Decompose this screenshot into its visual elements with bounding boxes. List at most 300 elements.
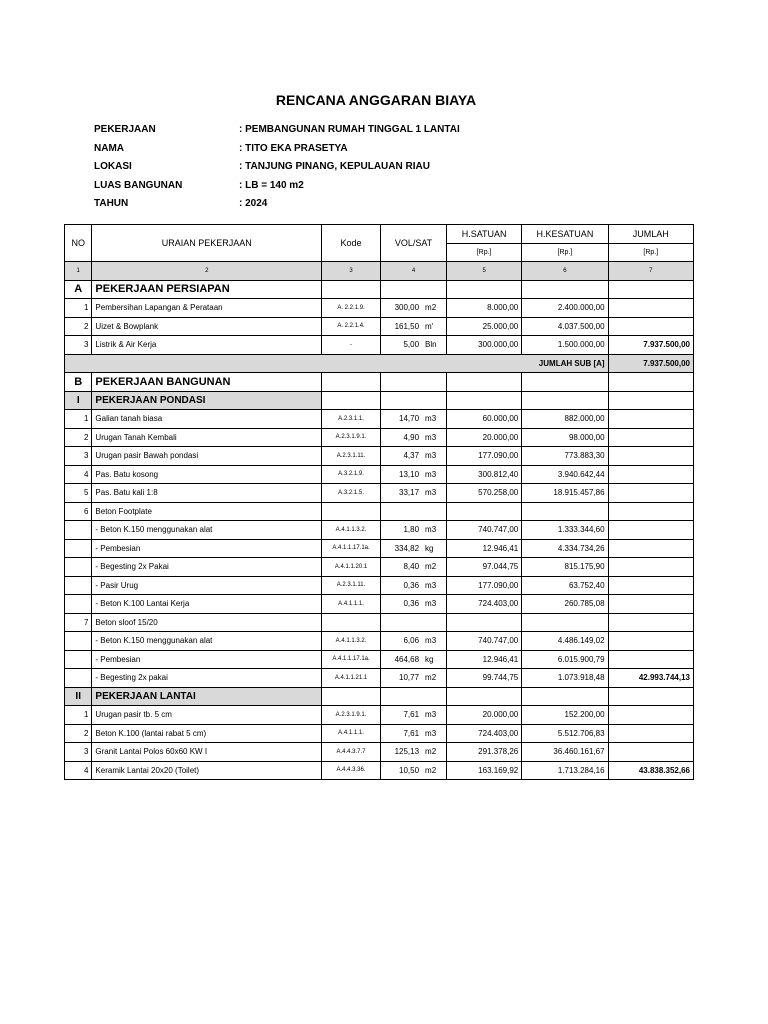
item-description: Urugan Tanah Kembali [92,428,322,447]
volume-value: 10,50 [399,765,420,775]
volume-unit: m2 [425,747,437,757]
col-number: 2 [92,262,322,281]
item-no: 2 [65,317,92,336]
table-row [65,484,694,503]
info-value: : TANJUNG PINANG, KEPULAUAN RIAU [239,161,430,172]
item-code: A.4.1.1.1. [322,595,381,614]
info-label: LUAS BANGUNAN [94,179,183,191]
volume-wrap [384,655,443,664]
item-code: A.4.1.1.3.2. [322,632,381,651]
table-row [65,465,694,484]
table-row [65,761,694,780]
item-no: 1 [65,299,92,318]
item-no: 1 [65,410,92,429]
item-description: Beton Footplate [92,502,322,521]
volume-value: 1,80 [403,525,420,535]
volume-wrap [384,581,443,590]
volume-unit: kg [425,543,434,553]
volume-value: 125,13 [394,747,420,757]
info-label: NAMA [94,142,124,154]
empty-cell [608,280,693,299]
document-title: RENCANA ANGGARAN BIAYA [275,92,477,108]
item-unit-price: 177.090,00 [447,447,522,466]
item-no: 4 [65,465,92,484]
item-sum [608,632,693,651]
item-volume [380,613,446,632]
item-total-price: 5.512.706,83 [522,724,608,743]
volume-unit: m' [425,321,434,331]
section-label: PEKERJAAN BANGUNAN [92,373,322,392]
volume-unit: Bln [425,340,437,350]
volume-value: 464,68 [394,654,420,664]
col-number: 3 [322,262,381,281]
item-unit-price: 740.747,00 [447,632,522,651]
volume-unit: m3 [425,710,437,720]
item-sum [608,299,693,318]
volume-value: 5,00 [403,340,420,350]
item-unit-price: 60.000,00 [447,410,522,429]
volume-value: 10,77 [399,673,420,683]
item-total-price: 1.333.344,60 [522,521,608,540]
col-header-jumlah: JUMLAH [608,225,693,244]
item-volume [380,336,446,355]
item-no [65,595,92,614]
item-sum [608,447,693,466]
item-unit-price: 20.000,00 [447,706,522,725]
item-volume [380,502,446,521]
item-no [65,632,92,651]
volume-wrap [384,340,443,349]
table-row [65,336,694,355]
item-total-price: 882.000,00 [522,410,608,429]
item-total-price: 1.713.284,16 [522,761,608,780]
table-row [65,613,694,632]
item-volume [380,650,446,669]
item-total-price: 4.486.149,02 [522,632,608,651]
item-volume [380,632,446,651]
volume-unit: m2 [425,673,437,683]
item-no [65,576,92,595]
item-unit-price: 12.946,41 [447,650,522,669]
info-row [94,121,460,140]
item-no: 1 [65,706,92,725]
item-code: A.4.1.1.20.1 [322,558,381,577]
header-row [65,225,694,244]
item-code: A.4.1.1.17.1a. [322,650,381,669]
empty-cell [380,391,446,410]
item-no: 4 [65,761,92,780]
item-code: A.4.1.1.3.2. [322,521,381,540]
item-total-price: 1.073.918,48 [522,669,608,688]
info-label: TAHUN [94,198,129,209]
item-unit-price: 20.000,00 [447,428,522,447]
item-volume [380,669,446,688]
item-description: Uizet & Bowplank [92,317,322,336]
volume-value: 4,37 [403,451,420,461]
volume-wrap [384,303,443,312]
item-unit-price [447,502,522,521]
table-row [65,650,694,669]
volume-unit: m3 [425,580,437,590]
item-no: 6 [65,502,92,521]
item-sum [608,743,693,762]
table-row [65,521,694,540]
item-description: Beton K.100 (lantai rabat 5 cm) [92,724,322,743]
item-unit-price: 25.000,00 [447,317,522,336]
table-row [65,669,694,688]
section-label: PEKERJAAN PONDASI [92,391,322,410]
unit-rp: [Rp.] [522,243,608,262]
table-row [65,632,694,651]
column-number-row [65,262,694,281]
item-description: Pas. Batu kosong [92,465,322,484]
item-description: Urugan pasir tb. 5 cm [92,706,322,725]
volume-unit: m3 [425,414,437,424]
volume-value: 7,61 [403,710,420,720]
volume-wrap [384,322,443,331]
volume-wrap [384,525,443,534]
item-description: Pas. Batu kali 1:8 [92,484,322,503]
volume-wrap [384,747,443,756]
subtotal-value: 7.937.500,00 [608,354,693,373]
volume-wrap [384,433,443,442]
col-header-uraian: URAIAN PEKERJAAN [92,225,322,262]
item-volume [380,558,446,577]
section-letter: B [65,373,92,392]
item-sum [608,428,693,447]
empty-cell [447,687,522,706]
table-row [65,724,694,743]
item-volume [380,317,446,336]
table-row [65,595,694,614]
item-total-price: 36.460.161,67 [522,743,608,762]
item-volume [380,576,446,595]
empty-cell [447,280,522,299]
empty-cell [608,391,693,410]
item-volume [380,447,446,466]
empty-cell [608,373,693,392]
volume-value: 7,61 [403,728,420,738]
item-volume [380,743,446,762]
item-total-price: 3.940.642,44 [522,465,608,484]
item-code: A. 2.2.1.4. [322,317,381,336]
unit-rp: [Rp.] [608,243,693,262]
empty-cell [322,373,381,392]
table-row [65,447,694,466]
info-value: : 2024 [239,198,268,209]
item-volume [380,521,446,540]
item-unit-price: 300.812,40 [447,465,522,484]
item-total-price: 152.200,00 [522,706,608,725]
table-row [65,428,694,447]
section-letter: I [65,391,92,410]
item-sum [608,706,693,725]
volume-wrap [384,599,443,608]
item-total-price: 63.752,40 [522,576,608,595]
item-sum [608,521,693,540]
item-description: - Beton K.100 Lantai Kerja [92,595,322,614]
item-code: A.2.3.1.9.1. [322,706,381,725]
table-row [65,576,694,595]
volume-unit: kg [425,654,434,664]
subsection-row-i [65,391,694,410]
item-total-price: 773.883,30 [522,447,608,466]
item-sum [608,465,693,484]
volume-wrap [384,729,443,738]
item-total-price: 2.400.000,00 [522,299,608,318]
col-number: 7 [608,262,693,281]
item-total-price: 4.334.734,26 [522,539,608,558]
volume-value: 14,70 [399,414,420,424]
info-value: : TITO EKA PRASETYA [239,142,348,154]
item-no: 3 [65,336,92,355]
item-description: - Begesting 2x Pakai [92,558,322,577]
item-unit-price: 300.000,00 [447,336,522,355]
volume-value: 334,82 [394,543,420,553]
item-volume [380,595,446,614]
item-unit-price: 97.044,75 [447,558,522,577]
volume-unit: m3 [425,525,437,535]
volume-unit: m3 [425,451,437,461]
item-sum [608,576,693,595]
item-no [65,669,92,688]
item-volume [380,724,446,743]
item-sum [608,502,693,521]
volume-wrap [384,544,443,553]
table-row [65,706,694,725]
col-header-hkesatuan: H.KESATUAN [522,225,608,244]
item-volume [380,465,446,484]
empty-cell [447,391,522,410]
volume-wrap [384,562,443,571]
col-number: 4 [380,262,446,281]
item-unit-price: 177.090,00 [447,576,522,595]
col-header-hsatuan: H.SATUAN [447,225,522,244]
volume-unit: m2 [425,303,437,313]
volume-value: 0,36 [403,599,420,609]
section-label: PEKERJAAN LANTAI [92,687,322,706]
item-no: 2 [65,724,92,743]
item-code: A.4.1.1.17.1a. [322,539,381,558]
item-code: A. 2.2.1.9. [322,299,381,318]
item-code: A.2.3.1.11. [322,447,381,466]
project-info [94,121,460,214]
volume-value: 8,40 [403,562,420,572]
volume-unit: m3 [425,432,437,442]
item-description: Urugan pasir Bawah pondasi [92,447,322,466]
table-row [65,558,694,577]
item-code: A.3.2.1.5. [322,484,381,503]
volume-wrap [384,488,443,497]
section-row-a [65,280,694,299]
item-unit-price: 570.258,00 [447,484,522,503]
item-no: 7 [65,613,92,632]
item-sum [608,558,693,577]
section-letter: A [65,280,92,299]
item-sum [608,484,693,503]
volume-unit: m3 [425,636,437,646]
item-unit-price: 291.378,26 [447,743,522,762]
col-header-volsat: VOL/SAT [380,225,446,262]
item-code: A.2.3.1.11. [322,576,381,595]
item-volume [380,539,446,558]
volume-value: 4,90 [403,432,420,442]
item-volume [380,299,446,318]
item-code: A.4.1.1.21.1 [322,669,381,688]
table-row [65,539,694,558]
empty-cell [447,373,522,392]
item-no [65,521,92,540]
item-sum [608,724,693,743]
volume-value: 33,17 [399,488,420,498]
item-no: 3 [65,447,92,466]
item-volume [380,761,446,780]
item-description: - Beton K.150 menggunakan alat [92,632,322,651]
volume-wrap [384,673,443,682]
empty-cell [522,391,608,410]
info-row [94,140,460,159]
item-unit-price: 724.403,00 [447,595,522,614]
item-description: - Beton K.150 menggunakan alat [92,521,322,540]
col-header-no: NO [65,225,92,262]
info-label: LOKASI [94,161,132,172]
item-description: - Pasir Urug [92,576,322,595]
volume-value: 300,00 [394,303,420,313]
item-no: 5 [65,484,92,503]
item-description: - Begesting 2x pakai [92,669,322,688]
item-sum [608,410,693,429]
volume-wrap [384,414,443,423]
volume-wrap [384,636,443,645]
item-unit-price: 724.403,00 [447,724,522,743]
item-code: A.4.1.1.1. [322,724,381,743]
volume-wrap [384,710,443,719]
item-sum: 42.993.744,13 [608,669,693,688]
subtotal-label: JUMLAH SUB [A] [65,354,609,373]
info-row [94,195,460,214]
item-total-price [522,613,608,632]
col-header-kode: Kode [322,225,381,262]
item-total-price: 1.500.000,00 [522,336,608,355]
item-unit-price [447,613,522,632]
item-code: A.4.4.3.36. [322,761,381,780]
table-row [65,743,694,762]
item-no [65,539,92,558]
volume-wrap [384,470,443,479]
item-total-price: 4.037.500,00 [522,317,608,336]
item-description: - Pembesian [92,650,322,669]
volume-value: 6,06 [403,636,420,646]
info-row [94,158,460,177]
empty-cell [380,373,446,392]
item-sum: 43.838.352,66 [608,761,693,780]
col-number: 1 [65,262,92,281]
section-letter: II [65,687,92,706]
item-code: A.2.3.1.1. [322,410,381,429]
item-volume [380,484,446,503]
item-code: A.4.4.3.7.7 [322,743,381,762]
item-description: Galian tanah biasa [92,410,322,429]
subsection-row-ii [65,687,694,706]
unit-rp: [Rp.] [447,243,522,262]
item-sum [608,595,693,614]
table-row [65,502,694,521]
empty-cell [322,280,381,299]
empty-cell [322,391,381,410]
volume-unit: m2 [425,765,437,775]
item-no: 3 [65,743,92,762]
item-code: A.2.3.1.9.1. [322,428,381,447]
info-label: PEKERJAAN [94,124,156,135]
volume-unit: m3 [425,599,437,609]
volume-wrap [384,451,443,460]
item-total-price: 260.785,08 [522,595,608,614]
item-sum [608,650,693,669]
item-description: Beton sloof 15/20 [92,613,322,632]
item-code [322,502,381,521]
empty-cell [322,687,381,706]
table-row [65,299,694,318]
item-total-price: 815.175,90 [522,558,608,577]
volume-unit: m3 [425,469,437,479]
subtotal-row [65,354,694,373]
item-unit-price: 740.747,00 [447,521,522,540]
budget-table [64,224,694,780]
volume-value: 0,36 [403,580,420,590]
item-no: 2 [65,428,92,447]
item-description: Pembersihan Lapangan & Perataan [92,299,322,318]
item-volume [380,410,446,429]
item-total-price: 98.000,00 [522,428,608,447]
empty-cell [522,373,608,392]
empty-cell [380,687,446,706]
item-total-price [522,502,608,521]
volume-value: 161,50 [394,321,420,331]
item-unit-price: 12.946,41 [447,539,522,558]
volume-unit: m3 [425,488,437,498]
item-volume [380,706,446,725]
item-description: Listrik & Air Kerja [92,336,322,355]
item-code: A.3.2.1.9. [322,465,381,484]
item-code [322,613,381,632]
item-unit-price: 8.000,00 [447,299,522,318]
empty-cell [522,687,608,706]
volume-wrap [384,766,443,775]
col-number: 6 [522,262,608,281]
info-value: : PEMBANGUNAN RUMAH TINGGAL 1 LANTAI [239,124,460,135]
table-row [65,317,694,336]
volume-unit: m2 [425,562,437,572]
item-description: - Pembesian [92,539,322,558]
item-no [65,650,92,669]
item-unit-price: 99.744,75 [447,669,522,688]
empty-cell [608,687,693,706]
item-sum [608,539,693,558]
item-unit-price: 163.169,92 [447,761,522,780]
info-row [94,177,460,196]
empty-cell [380,280,446,299]
item-description: Keramik Lantai 20x20 (Toilet) [92,761,322,780]
item-sum: 7.937.500,00 [608,336,693,355]
item-no [65,558,92,577]
col-number: 5 [447,262,522,281]
item-sum [608,317,693,336]
info-value: : LB = 140 m2 [239,179,304,191]
item-total-price: 18.915.457,86 [522,484,608,503]
empty-cell [522,280,608,299]
section-label: PEKERJAAN PERSIAPAN [92,280,322,299]
item-sum [608,613,693,632]
